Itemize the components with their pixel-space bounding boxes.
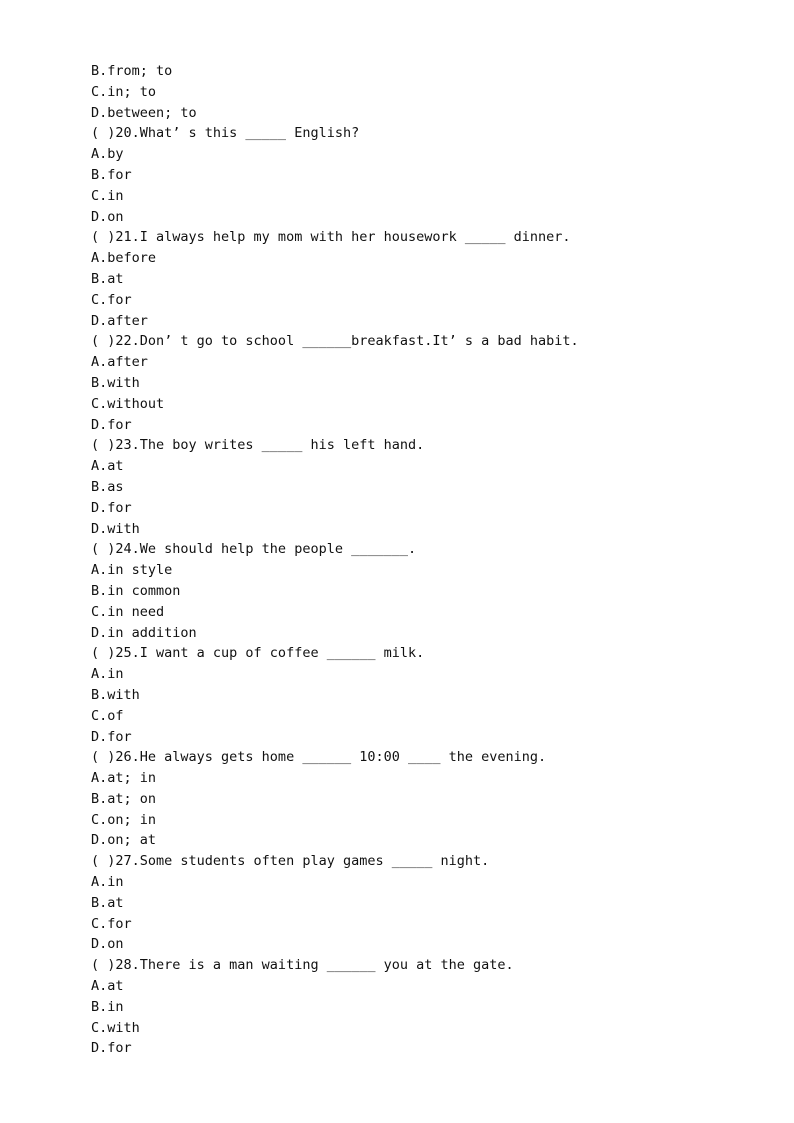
question-line: ( )27.Some students often play games _____ night.: [91, 853, 490, 870]
option-line: C.of: [91, 707, 124, 724]
option-line: B.in common: [91, 582, 181, 599]
option-line: D.for: [91, 728, 132, 745]
option-line: D.for: [91, 416, 132, 433]
option-line: A.at; in: [91, 770, 157, 787]
option-line: B.at: [91, 894, 124, 911]
question-line: ( )21.I always help my mom with her housework _____ dinner.: [91, 229, 571, 246]
option-line: B.from; to: [91, 63, 173, 79]
option-line: A.before: [91, 250, 157, 267]
option-line: D.on; at: [91, 832, 157, 849]
question-line: ( )28.There is a man waiting ______ you at the gate.: [91, 957, 514, 974]
option-line: A.in: [91, 666, 124, 683]
option-line: C.on; in: [91, 811, 157, 828]
option-line: A.in style: [91, 562, 173, 579]
option-line: B.with: [91, 374, 140, 391]
question-line: ( )24.We should help the people _______.: [91, 541, 417, 558]
option-line: B.in: [91, 998, 124, 1015]
option-line: D.for: [91, 1040, 132, 1057]
question-line: ( )20.What’ s this _____ English?: [91, 125, 360, 142]
question-line: ( )25.I want a cup of coffee ______ milk.: [91, 645, 425, 662]
option-line: C.in; to: [91, 83, 157, 100]
option-line: D.with: [91, 520, 140, 537]
question-line: ( )22.Don’ t go to school ______breakfast.It’ s a bad habit.: [91, 333, 579, 350]
option-line: B.at; on: [91, 790, 157, 807]
option-line: B.at: [91, 270, 124, 287]
option-line: D.on: [91, 936, 124, 953]
option-line: C.for: [91, 915, 132, 932]
option-line: D.for: [91, 499, 132, 516]
option-line: D.between; to: [91, 104, 197, 121]
option-line: A.by: [91, 146, 124, 163]
question-line: ( )26.He always gets home ______ 10:00 ____ the evening.: [91, 749, 547, 766]
option-line: A.at: [91, 458, 124, 475]
option-line: B.with: [91, 686, 140, 703]
option-line: B.as: [91, 478, 124, 495]
question-line: ( )23.The boy writes _____ his left hand.: [91, 437, 425, 454]
worksheet-page: [91, 61, 751, 1059]
option-line: C.in: [91, 187, 124, 204]
option-line: A.after: [91, 354, 148, 371]
option-line: B.for: [91, 166, 132, 183]
option-line: D.on: [91, 208, 124, 225]
option-line: A.in: [91, 874, 124, 891]
option-line: C.without: [91, 395, 165, 412]
option-line: C.in need: [91, 603, 165, 620]
option-line: C.with: [91, 1019, 140, 1036]
option-line: D.after: [91, 312, 148, 329]
option-line: A.at: [91, 978, 124, 995]
option-line: D.in addition: [91, 624, 197, 641]
option-line: C.for: [91, 291, 132, 308]
